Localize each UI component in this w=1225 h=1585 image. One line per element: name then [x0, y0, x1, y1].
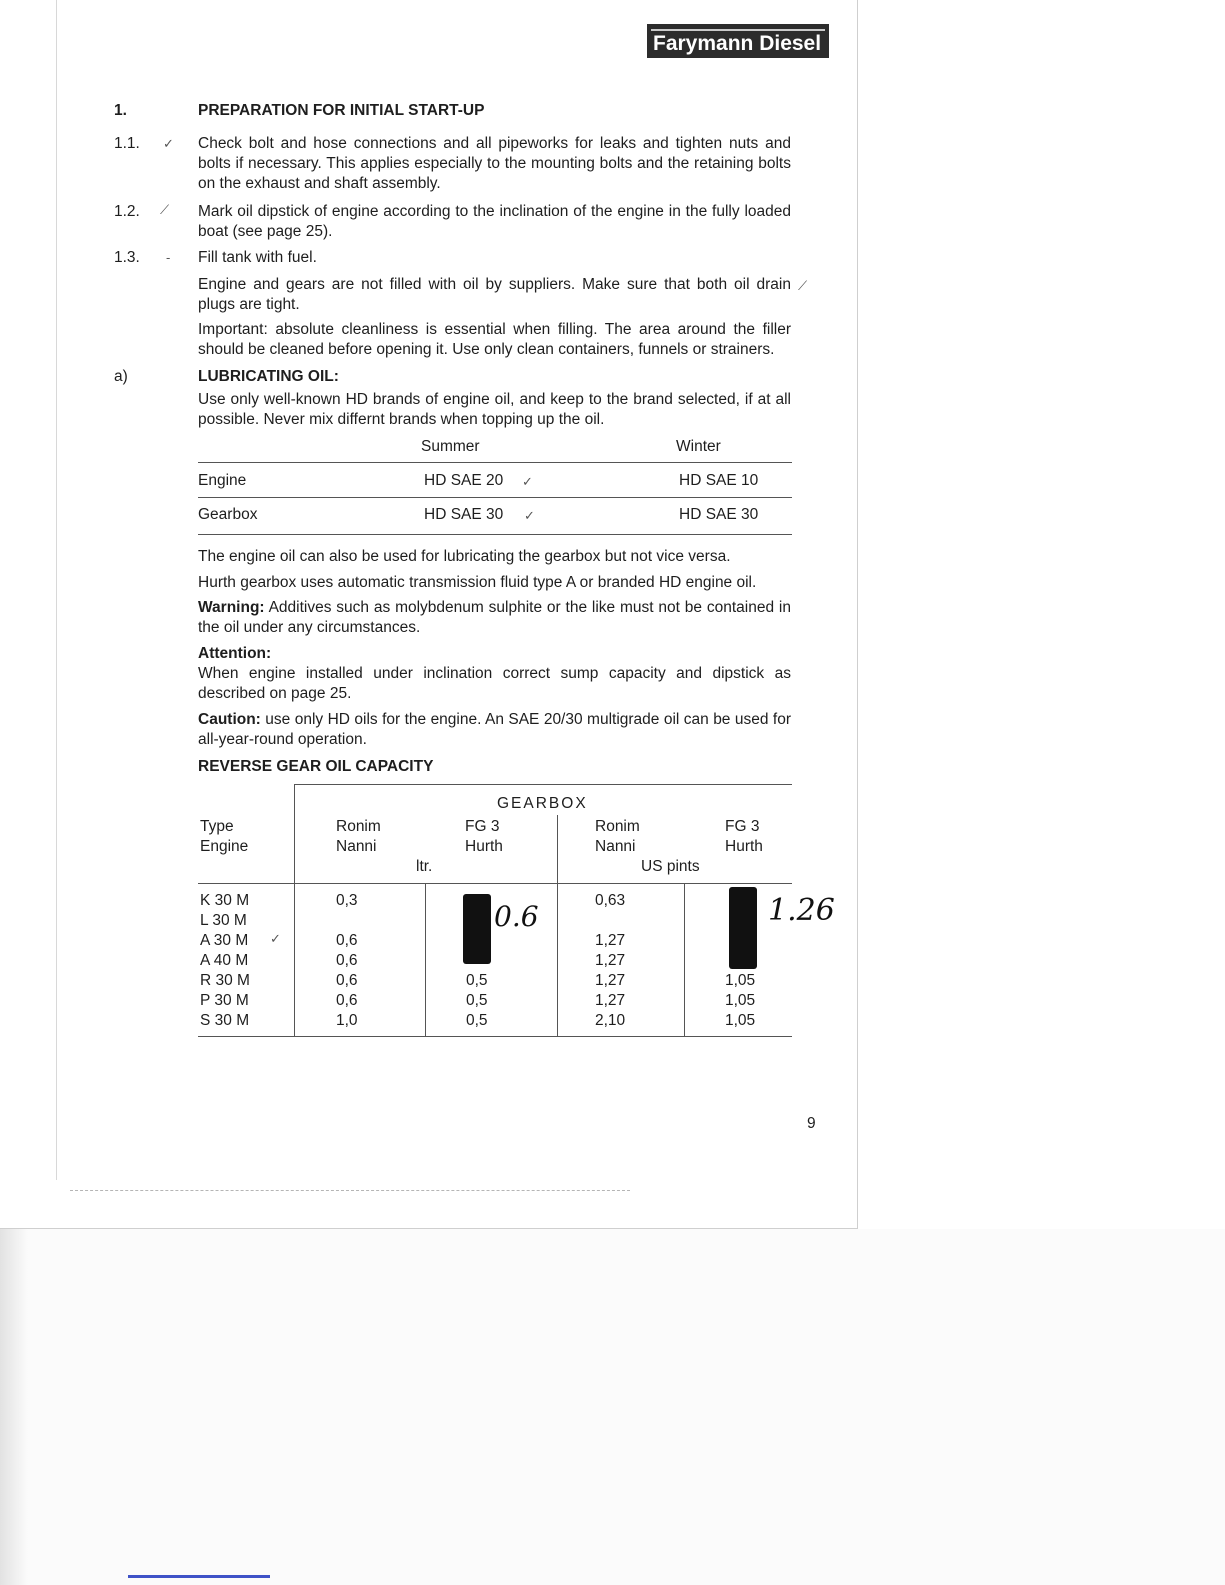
table-cell: 0,5: [466, 1012, 488, 1029]
column-header-summer: Summer: [421, 438, 480, 455]
handwritten-correction: 0.6: [494, 900, 539, 933]
scan-background: [0, 1229, 1225, 1585]
attention-label: Attention:: [198, 645, 272, 662]
item-number: 1.2.: [114, 203, 140, 220]
check-mark-icon: ⟋: [160, 202, 170, 217]
table-cell: K 30 M: [200, 892, 250, 909]
gearbox-header: GEARBOX: [497, 795, 588, 812]
attention-text: When engine installed under inclination correct sump capacity and dipstick as described on page 25.: [198, 665, 791, 702]
check-mark-icon: -: [166, 250, 171, 265]
warning-paragraph: [198, 598, 791, 638]
table-cell: 1,27: [595, 932, 626, 949]
table-cell: 0,5: [466, 972, 488, 989]
table-cell: 1,05: [725, 972, 756, 989]
table-row-label: Gearbox: [198, 506, 258, 523]
item-text: Check bolt and hose connections and all pipeworks for leaks and tighten nuts and bolts if necessary. This applies especially to the mounting bolts and the retaining bolts on the exhaust and shaft assembly.: [198, 135, 791, 192]
section-number: 1.: [114, 102, 127, 119]
table-cell: 0,5: [466, 992, 488, 1009]
capacity-table-title: REVERSE GEAR OIL CAPACITY: [198, 758, 434, 775]
table-cell: [336, 911, 358, 931]
unit-us-pints: US pints: [641, 858, 700, 875]
caution-paragraph: [198, 710, 791, 750]
table-cell: S 30 M: [200, 1012, 250, 1029]
scan-shadow: [0, 1229, 28, 1585]
check-mark-icon: ⟋: [798, 278, 808, 293]
table-cell: 2,10: [595, 1012, 626, 1029]
table-cell: A 40 M: [200, 952, 249, 969]
warning-label: Warning:: [198, 599, 265, 616]
engine-header: Engine: [200, 838, 249, 855]
engine-type-column: [200, 891, 250, 1031]
table-cell: 1,05: [725, 992, 756, 1009]
lubricating-intro: Use only well-known HD brands of engine oil, and keep to the brand selected, if at all possible. Never mix differnt brands when topping up the oil.: [198, 391, 791, 428]
table-cell: 0,6: [336, 952, 358, 969]
scan-artifact-line: [56, 0, 57, 1180]
paragraph-engine-gears: Engine and gears are not filled with oil by suppliers. Make sure that both oil drain plugs are tight.: [198, 276, 791, 313]
table-cell: [595, 911, 625, 931]
column-header: Nanni: [595, 838, 636, 855]
table-cell: 0,6: [336, 932, 358, 949]
paper-edge: [857, 0, 858, 1228]
table-divider: [425, 883, 426, 1036]
handwritten-correction: 1.26: [768, 893, 835, 928]
ronim-ltr-column: [336, 891, 358, 1031]
table-cell: 0,3: [336, 892, 358, 909]
table-cell-winter: HD SAE 10: [679, 472, 759, 489]
caution-label: Caution:: [198, 711, 261, 728]
table-cell: 1,27: [595, 952, 626, 969]
table-rule: [198, 497, 792, 498]
table-rule: [198, 1036, 792, 1037]
item-text: Mark oil dipstick of engine according to the inclination of the engine in the fully loaded boat (see page 25).: [198, 203, 791, 240]
check-mark-icon: ✓: [522, 474, 533, 489]
subsection-marker: a): [114, 368, 128, 385]
column-header: Hurth: [725, 838, 763, 855]
brand-logo: [647, 24, 829, 58]
section-title: PREPARATION FOR INITIAL START-UP: [198, 102, 485, 119]
table-rule: [198, 883, 792, 884]
link-underline[interactable]: [128, 1575, 270, 1578]
column-header: Ronim: [595, 818, 640, 835]
table-rule: [294, 784, 792, 785]
table-row-label: Engine: [198, 472, 247, 489]
table-cell: 1,0: [336, 1012, 358, 1029]
paragraph-important: Important: absolute cleanliness is essential when filling. The area around the filler should be cleaned before opening it. Use only clean containers, funnels or strainers.: [198, 321, 791, 358]
caution-text: use only HD oils for the engine. An SAE 20/30 multigrade oil can be used for all-year-round operation.: [198, 711, 791, 748]
table-cell: R 30 M: [200, 972, 250, 989]
svg-text:Farymann Diesel: Farymann Diesel: [653, 32, 822, 55]
table-cell: 1,05: [725, 1012, 756, 1029]
ronim-pints-column: [595, 891, 625, 1031]
table-cell: L 30 M: [200, 912, 247, 929]
table-cell: 0,6: [336, 972, 358, 989]
table-divider: [294, 784, 295, 1036]
table-rule: [198, 462, 792, 463]
ink-blot: [463, 894, 491, 964]
table-cell: 0,63: [595, 892, 626, 909]
table-rule: [198, 534, 792, 535]
type-header: Type: [200, 818, 234, 835]
brand-logo-graphic: [647, 24, 829, 58]
check-mark-icon: ✓: [270, 931, 281, 946]
table-divider: [557, 815, 558, 1036]
column-header: Nanni: [336, 838, 377, 855]
column-header: FG 3: [725, 818, 760, 835]
table-cell-summer: HD SAE 20: [424, 472, 504, 489]
subsection-title: LUBRICATING OIL:: [198, 368, 339, 385]
table-cell: P 30 M: [200, 992, 249, 1009]
warning-text: Additives such as molybdenum sulphite or the like must not be contained in the oil under any circumstances.: [198, 599, 791, 636]
column-header-winter: Winter: [676, 438, 721, 455]
item-number: 1.3.: [114, 249, 140, 266]
check-mark-icon: ✓: [163, 136, 174, 151]
check-mark-icon: ✓: [524, 508, 535, 523]
item-text: Fill tank with fuel.: [198, 249, 317, 266]
table-cell-winter: HD SAE 30: [679, 506, 759, 523]
scan-artifact-dash: [70, 1190, 630, 1191]
note-hurth-gearbox: Hurth gearbox uses automatic transmission fluid type A or branded HD engine oil.: [198, 574, 757, 591]
table-cell: A 30 M: [200, 932, 249, 949]
column-header: Ronim: [336, 818, 381, 835]
table-cell: 1,27: [595, 972, 626, 989]
ink-blot: [729, 887, 757, 969]
table-cell: 1,27: [595, 992, 626, 1009]
column-header: FG 3: [465, 818, 500, 835]
page-number: 9: [807, 1115, 816, 1132]
table-divider: [684, 883, 685, 1036]
unit-ltr: ltr.: [416, 858, 433, 875]
item-number: 1.1.: [114, 135, 140, 152]
note-engine-oil: The engine oil can also be used for lubricating the gearbox but not vice versa.: [198, 548, 731, 565]
table-cell-summer: HD SAE 30: [424, 506, 504, 523]
column-header: Hurth: [465, 838, 503, 855]
table-cell: 0,6: [336, 992, 358, 1009]
